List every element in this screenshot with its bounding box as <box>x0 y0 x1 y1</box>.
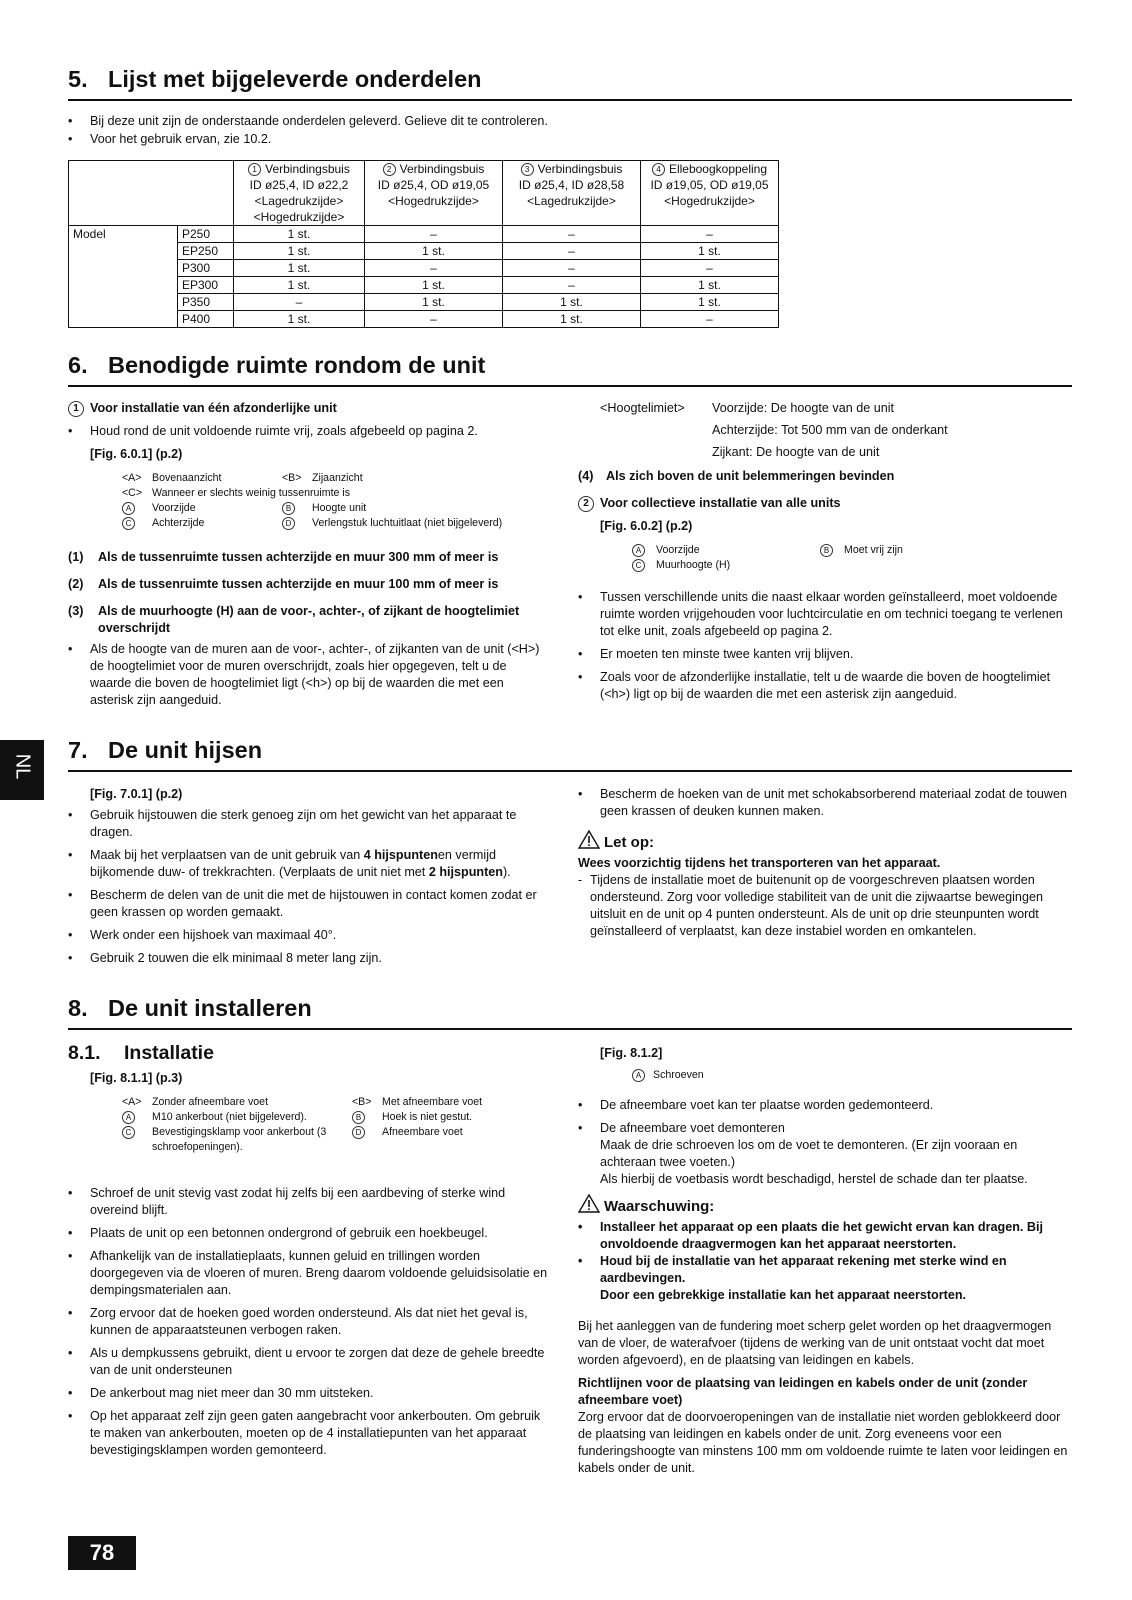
table-cell: 1 st. <box>641 294 779 311</box>
table-cell: 1 st. <box>641 277 779 294</box>
table-cell: 1 st. <box>234 260 365 277</box>
table-cell: – <box>503 243 641 260</box>
number-circle-icon: 2 <box>383 163 396 176</box>
letter-circle-icon: A <box>122 1111 135 1124</box>
header-cell: 3 Verbindingsbuis ID ø25,4, ID ø28,58 <Lagedrukzijde> <box>503 161 641 226</box>
number-circle-icon: 2 <box>578 496 594 512</box>
bullet-text: • Bescherm de delen van de unit die met de hijstouwen in contact komen zodat er geen krassen op worden gemaakt. <box>68 887 548 921</box>
section-7-right-column <box>578 786 1072 940</box>
bullet-text: • Bescherm de hoeken van de unit met schokabsorberend materiaal zodat de touwen geen krassen of deuken kunnen maken. <box>578 786 1072 820</box>
figure-legend: <A> Bovenaanzicht <B> Zijaanzicht <C> Wanneer er slechts weinig tussenruimte is A Voorzijde B Hoogte unit C Achterzijde D Verlengstuk luchtuitlaat (niet bijgeleverd) <box>122 472 503 529</box>
section-5-heading <box>68 64 1072 101</box>
number-circle-icon: 4 <box>652 163 665 176</box>
header-cell: 2 Verbindingsbuis ID ø25,4, OD ø19,05 <Hogedrukzijde> <box>365 161 503 226</box>
warning-heading: Waarschuwing: <box>578 1194 1072 1219</box>
table-cell: 1 st. <box>365 277 503 294</box>
table-cell: 1 st. <box>641 243 779 260</box>
section-8-heading <box>68 993 1072 1030</box>
number-circle-icon: 3 <box>521 163 534 176</box>
table-cell: – <box>641 260 779 277</box>
figure-legend: A Schroeven <box>632 1068 1072 1083</box>
height-limit-label: <Hoogtelimiet> <box>600 401 685 415</box>
table-cell: 1 st. <box>503 294 641 311</box>
table-cell: – <box>503 226 641 243</box>
section-8-right-column <box>578 1045 1072 1477</box>
section-title: De unit installeren <box>108 995 312 1021</box>
bullet-text: • Als u dempkussens gebruikt, dient u ervoor te zorgen dat deze de gehele breedte van de unit ondersteunen <box>68 1345 548 1379</box>
table-cell: 1 st. <box>503 311 641 328</box>
table-header-row <box>69 161 779 226</box>
warning-triangle-icon <box>578 830 600 855</box>
letter-circle-icon: C <box>122 1126 135 1139</box>
figure-reference: [Fig. 7.0.1] (p.2) <box>90 787 183 801</box>
figure-reference: [Fig. 8.1.2] <box>600 1046 663 1060</box>
subheading: 2 Voor collectieve installatie van alle units <box>578 495 1072 512</box>
bullet-text: • Als de hoogte van de muren aan de voor-, achter-, of zijkanten van de unit (<H>) de hoogtelimiet voor de muren overschrijdt, zoals hier opgegeven, telt u de waarde die boven de hoogtelimiet ligt (<h>) op bij de waarden die met een asterisk zijn aangeduid. <box>68 641 548 709</box>
section-7-left-column <box>68 786 548 973</box>
figure-reference: [Fig. 8.1.1] (p.3) <box>90 1071 183 1085</box>
table-cell: 1 st. <box>234 226 365 243</box>
figure-legend: A Voorzijde B Moet vrij zijn C Muurhoogte (H) <box>632 543 907 573</box>
table-cell: – <box>503 277 641 294</box>
bullet-text: • Gebruik hijstouwen die sterk genoeg zijn om het gewicht van het apparaat te dragen. <box>68 807 548 841</box>
section-8-left-column <box>68 1040 548 1465</box>
table-cell: – <box>641 311 779 328</box>
model-cell: P350 <box>178 294 234 311</box>
intro-bullet: • Bij deze unit zijn de onderstaande onderdelen geleverd. Gelieve dit te controleren. <box>68 113 1068 130</box>
header-cell: 1 Verbindingsbuis ID ø25,4, ID ø22,2 <Lagedrukzijde> <Hogedrukzijde> <box>234 161 365 226</box>
section-title: Lijst met bijgeleverde onderdelen <box>108 66 482 92</box>
letter-circle-icon: D <box>282 517 295 530</box>
bullet-text: • Plaats de unit op een betonnen ondergrond of gebruik een hoekbeugel. <box>68 1225 548 1242</box>
warning-bullet: • Installeer het apparaat op een plaats die het gewicht ervan kan dragen. Bij onvoldoende draagvermogen kan het apparaat neerstorten. <box>578 1219 1072 1253</box>
bullet-text: • De ankerbout mag niet meer dan 30 mm uitsteken. <box>68 1385 548 1402</box>
caution-heading: Let op: <box>578 830 1072 855</box>
number-circle-icon: 1 <box>248 163 261 176</box>
language-tab <box>0 740 44 800</box>
table-cell: 1 st. <box>234 243 365 260</box>
bullet-text: • Schroef de unit stevig vast zodat hij zelfs bij een aardbeving of sterke wind overeind blijft. <box>68 1185 548 1219</box>
numbered-heading: (4) Als zich boven de unit belemmeringen bevinden <box>578 469 895 483</box>
letter-circle-icon: B <box>820 544 833 557</box>
numbered-heading: (3) Als de muurhoogte (H) aan de voor-, achter-, of zijkant de hoogtelimiet overschrijdt <box>68 604 520 635</box>
bullet-text: • Zorg ervoor dat de hoeken goed worden ondersteund. Als dat niet het geval is, kunnen de apparaatsteunen verbogen raken. <box>68 1305 548 1339</box>
letter-circle-icon: A <box>632 1069 645 1082</box>
section-6-heading <box>68 350 1072 387</box>
model-label-cell: Model <box>69 226 178 328</box>
subsection-heading: 8.1. Installatie <box>68 1042 214 1064</box>
model-cell: EP250 <box>178 243 234 260</box>
section-number: 7. <box>68 737 88 763</box>
bullet-text: • Er moeten ten minste twee kanten vrij blijven. <box>578 646 1072 663</box>
bullet-text: • Op het apparaat zelf zijn geen gaten aangebracht voor ankerbouten. Om gebruik te maken van ankerbouten, moeten op de 4 installatiepunten van het apparaat bevestigingsklampen worden gemonteerd. <box>68 1408 548 1459</box>
caution-bold-text: Wees voorzichtig tijdens het transporteren van het apparaat. <box>578 856 941 870</box>
model-cell: EP300 <box>178 277 234 294</box>
letter-circle-icon: C <box>122 517 135 530</box>
model-cell: P400 <box>178 311 234 328</box>
section-7-heading <box>68 735 1072 772</box>
language-label: NL <box>11 753 34 780</box>
bullet-text: • Houd rond de unit voldoende ruimte vrij, zoals afgebeeld op pagina 2. <box>68 423 548 440</box>
paragraph-heading: Richtlijnen voor de plaatsing van leidingen en kabels onder de unit (zonder afneembare voet) <box>578 1376 1028 1407</box>
table-cell: 1 st. <box>234 311 365 328</box>
model-cell: P300 <box>178 260 234 277</box>
section-number: 6. <box>68 352 88 378</box>
section-5-intro <box>68 113 1068 149</box>
model-cell: P250 <box>178 226 234 243</box>
table-cell: – <box>234 294 365 311</box>
section-6-left-column <box>68 400 548 715</box>
letter-circle-icon: A <box>632 544 645 557</box>
figure-reference: [Fig. 6.0.1] (p.2) <box>90 447 183 461</box>
bullet-text: • Afhankelijk van de installatieplaats, kunnen geluid en trillingen worden doorgegeven via de vloeren of muren. Breng daarom voldoende geluidsisolatie en dempingsmaterialen aan. <box>68 1248 548 1299</box>
bullet-text: • Gebruik 2 touwen die elk minimaal 8 meter lang zijn. <box>68 950 548 967</box>
table-cell: – <box>503 260 641 277</box>
bullet-text: • Tussen verschillende units die naast elkaar worden geïnstalleerd, moet voldoende ruimte worden vrijgehouden voor luchtcirculatie en om technici toegang te verlenen tot elke unit, zoals afgebeeld op pagina 2. <box>578 589 1072 640</box>
warning-bullet: • Houd bij de installatie van het apparaat rekening met sterke wind en aardbevingen. Door een gebrekkige installatie kan het apparaat neerstorten. <box>578 1253 1072 1304</box>
section-number: 5. <box>68 66 88 92</box>
bullet-text: • De afneembare voet demonteren Maak de drie schroeven los om de voet te demonteren. (Er zijn vooraan en achteraan twee voeten.) Als hierbij de voetbasis wordt beschadigd, herstel de schade dan ter plaatse. <box>578 1120 1072 1188</box>
bullet-text: • De afneembare voet kan ter plaatse worden gedemonteerd. <box>578 1097 1072 1114</box>
table-cell: 1 st. <box>365 294 503 311</box>
letter-circle-icon: B <box>352 1111 365 1124</box>
table-cell: – <box>365 260 503 277</box>
letter-circle-icon: D <box>352 1126 365 1139</box>
letter-circle-icon: C <box>632 559 645 572</box>
parts-table <box>68 160 779 328</box>
section-title: De unit hijsen <box>108 737 263 763</box>
letter-circle-icon: B <box>282 502 295 515</box>
section-number: 8. <box>68 995 88 1021</box>
caution-text: - Tijdens de installatie moet de buitenunit op de voorgeschreven plaatsen worden ondersteund. Zorg voor volledige stabiliteit van de unit die zijwaartse bewegingen uitsluit en de unit op 4 punten ondersteunt. Als de unit op drie steunpunten wordt geïnstalleerd of verplaatst, kan deze instabiel worden en omkantelen. <box>578 872 1072 940</box>
section-6-right-column <box>578 400 1072 709</box>
table-cell: – <box>641 226 779 243</box>
subheading: 1 Voor installatie van één afzonderlijke unit <box>68 400 548 417</box>
numbered-heading: (2) Als de tussenruimte tussen achterzijde en muur 100 mm of meer is <box>68 577 499 591</box>
paragraph: Bij het aanleggen van de fundering moet scherp gelet worden op het draagvermogen van de vloer, de waterafvoer (tijdens de werking van de unit ontstaat vocht dat moet worden afgevoerd), en de plaatsing van leidingen en kabels. <box>578 1319 1052 1367</box>
header-cell: 4 Elleboogkoppeling ID ø19,05, OD ø19,05 <Hogedrukzijde> <box>641 161 779 226</box>
table-cell: – <box>365 311 503 328</box>
table-cell: – <box>365 226 503 243</box>
bullet-text: • Maak bij het verplaatsen van de unit gebruik van 4 hijspuntenen vermijd bijkomende duw- of trekkrachten. (Verplaats de unit niet met 2 hijspunten). <box>68 847 548 881</box>
warning-triangle-icon <box>578 1194 600 1219</box>
empty-header-cell <box>69 161 234 226</box>
page-number: 78 <box>68 1536 136 1570</box>
bullet-text: • Zoals voor de afzonderlijke installatie, telt u de waarde die boven de hoogtelimiet (<h>) ligt op bij de waarden die met een asterisk zijn aangeduid. <box>578 669 1072 703</box>
paragraph: Zorg ervoor dat de doorvoeropeningen van de installatie niet worden geblokkeerd door de plaatsing van leidingen en kabels onder de unit. Zorg eveneens voor een funderingshoogte van minstens 100 mm om voldoende ruimte te laten voor leidingen en kabels onder de unit. <box>578 1410 1068 1475</box>
number-circle-icon: 1 <box>68 401 84 417</box>
section-title: Benodigde ruimte rondom de unit <box>108 352 486 378</box>
figure-reference: [Fig. 6.0.2] (p.2) <box>600 519 693 533</box>
table-cell: 1 st. <box>365 243 503 260</box>
letter-circle-icon: A <box>122 502 135 515</box>
height-limit-block: <Hoogtelimiet> Voorzijde: De hoogte van de unit Achterzijde: Tot 500 mm van de onderkant Zijkant: De hoogte van de unit <box>600 401 948 459</box>
bullet-text: • Werk onder een hijshoek van maximaal 40°. <box>68 927 548 944</box>
intro-bullet: • Voor het gebruik ervan, zie 10.2. <box>68 131 1068 148</box>
table-cell: 1 st. <box>234 277 365 294</box>
numbered-heading: (1) Als de tussenruimte tussen achterzijde en muur 300 mm of meer is <box>68 550 499 564</box>
figure-legend: <A> Zonder afneembare voet <B> Met afneembare voet A M10 ankerbout (niet bijgeleverd). B Hoek is niet gestut. C Bevestigingsklamp voor ankerbout (3 schroefopeningen). D Afneembare voet <box>122 1096 483 1153</box>
table-row <box>69 226 779 243</box>
